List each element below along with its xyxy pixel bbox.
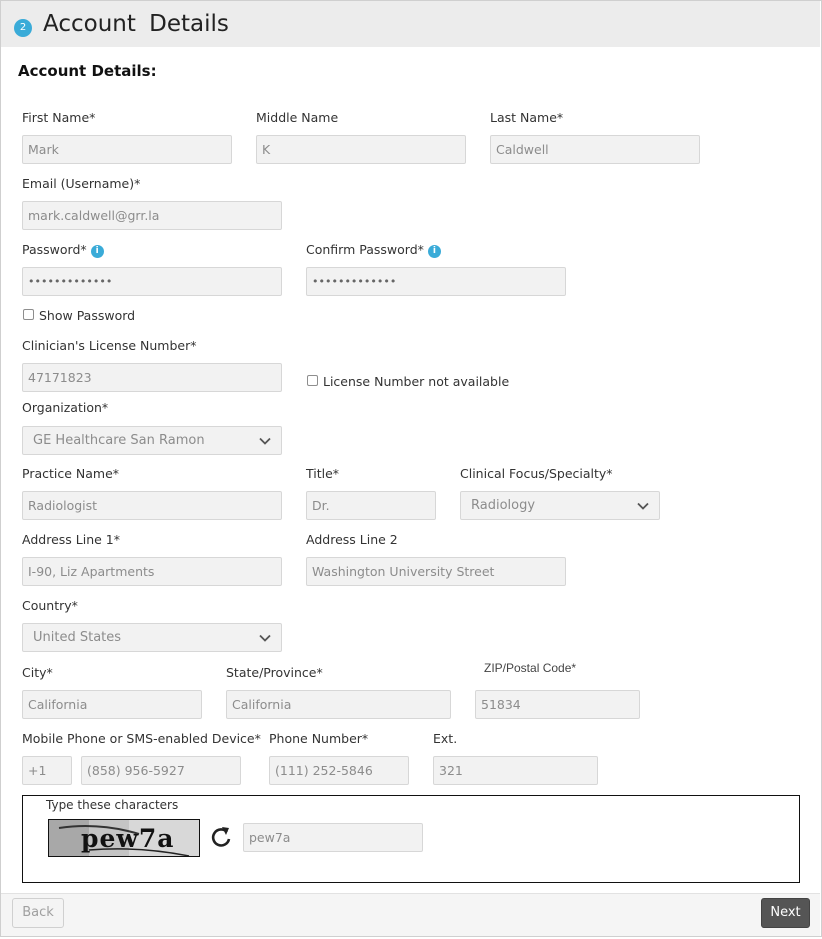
mobile-phone-label: Mobile Phone or SMS-enabled Device* [22,731,261,746]
license-not-available-checkbox[interactable] [307,375,318,386]
last-name-input[interactable]: Caldwell [490,135,700,164]
email-label: Email (Username)* [22,176,141,191]
refresh-icon[interactable] [210,825,232,849]
title-input[interactable]: Dr. [306,491,436,520]
ext-label: Ext. [433,731,458,746]
ext-input[interactable]: 321 [433,756,598,785]
address-line2-label: Address Line 2 [306,532,398,547]
clinical-focus-select[interactable] [460,491,660,520]
clinical-focus-label: Clinical Focus/Specialty* [460,466,613,481]
country-value: United States [33,630,122,645]
middle-name-label: Middle Name [256,110,339,125]
password-label-row [22,242,104,258]
confirm-password-input[interactable]: ••••••••••••• [306,267,566,296]
practice-name-label: Practice Name* [22,466,120,481]
country-label: Country* [22,598,78,613]
phone-number-input[interactable]: (111) 252-5846 [269,756,409,785]
phone-number-label: Phone Number* [269,731,369,746]
license-number-label: Clinician's License Number* [22,338,197,353]
password-info-icon[interactable]: i [91,245,104,258]
first-name-input[interactable]: Mark [22,135,232,164]
step-number-badge: 2 [14,19,32,37]
password-input[interactable]: ••••••••••••• [22,267,282,296]
captcha-label: Type these characters [46,798,179,812]
state-label: State/Province* [226,665,323,680]
address-line1-label: Address Line 1* [22,532,120,547]
license-number-input[interactable]: 47171823 [22,363,282,392]
chevron-down-icon [259,632,271,644]
title-label: Title* [306,466,340,481]
page-title: Account Details [43,11,229,37]
captcha-input[interactable]: pew7a [243,823,423,852]
organization-select[interactable] [22,426,282,455]
practice-name-input[interactable]: Radiologist [22,491,282,520]
clinical-focus-value: Radiology [471,498,536,513]
password-label: Password* [22,242,87,257]
captcha-text: pew7a [81,824,175,853]
city-label: City* [22,665,53,680]
state-input[interactable]: California [226,690,451,719]
next-button[interactable]: Next [761,898,810,928]
license-not-available-label[interactable]: License Number not available [323,374,510,389]
zip-input[interactable]: 51834 [475,690,640,719]
mobile-phone-input[interactable]: (858) 956-5927 [81,756,241,785]
step-header [1,1,820,47]
city-input[interactable]: California [22,690,202,719]
organization-value: GE Healthcare San Ramon [33,433,205,448]
middle-name-input[interactable]: K [256,135,466,164]
last-name-label: Last Name* [490,110,564,125]
first-name-label: First Name* [22,110,96,125]
country-select[interactable] [22,623,282,652]
organization-label: Organization* [22,400,109,415]
confirm-password-label: Confirm Password* [306,242,424,257]
show-password-label[interactable]: Show Password [39,308,136,323]
mobile-country-code-input[interactable]: +1 [22,756,72,785]
email-input[interactable]: mark.caldwell@grr.la [22,201,282,230]
confirm-password-info-icon[interactable]: i [428,245,441,258]
zip-label: ZIP/Postal Code* [484,661,577,675]
address-line2-input[interactable]: Washington University Street [306,557,566,586]
captcha-image [48,819,200,857]
show-password-checkbox[interactable] [23,309,34,320]
back-button[interactable]: Back [12,898,64,928]
chevron-down-icon [637,500,649,512]
section-title: Account Details: [18,62,157,80]
confirm-password-label-row [306,242,441,258]
chevron-down-icon [259,435,271,447]
form-footer [1,893,820,936]
address-line1-input[interactable]: I-90, Liz Apartments [22,557,282,586]
